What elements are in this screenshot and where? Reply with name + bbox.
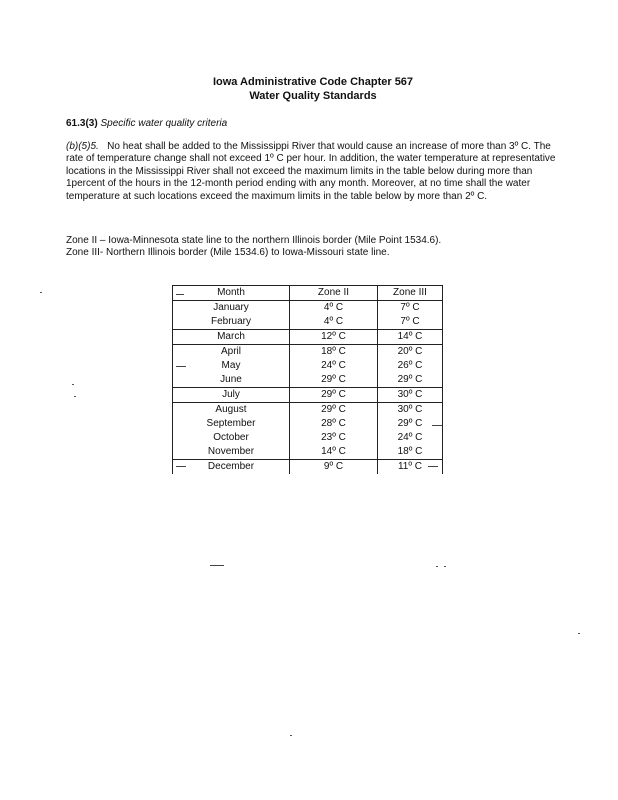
cell-month: March <box>173 330 290 345</box>
cell-zone-ii: 4º C <box>290 315 378 330</box>
cell-zone-iii: 14º C <box>378 330 443 345</box>
cell-month: November <box>173 445 290 460</box>
column-header-zone-ii: Zone II <box>290 286 378 301</box>
table-row <box>173 315 443 330</box>
cell-zone-ii: 18º C <box>290 345 378 360</box>
cell-zone-iii: 20º C <box>378 345 443 360</box>
paragraph-label: (b)(5)5. <box>66 141 99 152</box>
table-row <box>173 301 443 316</box>
cell-month: December <box>173 460 290 475</box>
cell-month: August <box>173 403 290 418</box>
scan-mark <box>176 466 186 467</box>
cell-zone-ii: 4º C <box>290 301 378 316</box>
cell-zone-ii: 29º C <box>290 388 378 403</box>
scan-mark <box>176 366 186 367</box>
table-row <box>173 373 443 388</box>
cell-zone-iii: 30º C <box>378 403 443 418</box>
cell-zone-iii: 30º C <box>378 388 443 403</box>
table-row <box>173 431 443 445</box>
temperature-limits-table <box>172 285 443 474</box>
table-row <box>173 445 443 460</box>
column-header-month: Month <box>173 286 290 301</box>
cell-zone-iii: 18º C <box>378 445 443 460</box>
scan-dot <box>74 396 76 397</box>
section-title: Specific water quality criteria <box>100 118 228 129</box>
paragraph-text: No heat shall be added to the Mississippi River that would cause an increase of more than 3º C. The rate of temperature change shall not exceed 1º C per hour. In addition, the water temperature at representative locations in the Mississippi River shall not exceed the maximum limits in the table below during more than 1percent of the hours in the 12-month period ending with any month. Moreover, at no time shall the water temperature at such locations exceed the maximum limits in the table below by more than 2º C. <box>66 141 556 202</box>
document-title: Iowa Administrative Code Chapter 567 <box>212 76 414 88</box>
table-header-row <box>173 286 443 301</box>
cell-zone-iii: 26º C <box>378 359 443 373</box>
scan-dot <box>72 384 74 385</box>
cell-month: May <box>173 359 290 373</box>
heat-criteria-paragraph <box>66 141 556 203</box>
cell-zone-iii: 7º C <box>378 301 443 316</box>
cell-month: April <box>173 345 290 360</box>
cell-zone-ii: 12º C <box>290 330 378 345</box>
cell-month: October <box>173 431 290 445</box>
cell-zone-ii: 24º C <box>290 359 378 373</box>
scan-dot <box>436 566 438 567</box>
cell-zone-ii: 29º C <box>290 403 378 418</box>
section-number: 61.3(3) <box>66 118 98 129</box>
table-row <box>173 388 443 403</box>
section-heading <box>66 118 227 129</box>
cell-month: June <box>173 373 290 388</box>
table-row <box>173 460 443 475</box>
table-row <box>173 417 443 431</box>
scan-mark <box>210 565 224 566</box>
scan-dot <box>578 633 580 634</box>
cell-zone-ii: 29º C <box>290 373 378 388</box>
scan-mark <box>428 466 438 467</box>
document-subtitle: Water Quality Standards <box>249 90 377 102</box>
scan-dot <box>290 735 292 736</box>
cell-zone-iii: 29º C <box>378 373 443 388</box>
table-row <box>173 345 443 360</box>
cell-zone-ii: 9º C <box>290 460 378 475</box>
table-row <box>173 359 443 373</box>
scan-dot <box>40 292 42 293</box>
scan-mark <box>176 294 184 295</box>
cell-month: February <box>173 315 290 330</box>
cell-zone-iii: 29º C <box>378 417 443 431</box>
cell-month: September <box>173 417 290 431</box>
cell-zone-iii: 11º C <box>378 460 443 475</box>
column-header-zone-iii: Zone III <box>378 286 443 301</box>
cell-month: July <box>173 388 290 403</box>
table-row <box>173 330 443 345</box>
cell-month: January <box>173 301 290 316</box>
scan-dot <box>444 566 446 567</box>
cell-zone-iii: 7º C <box>378 315 443 330</box>
scan-mark <box>432 425 442 426</box>
table-row <box>173 403 443 418</box>
zone-iii-description: Zone III- Northern Illinois border (Mile 1534.6) to Iowa-Missouri state line. <box>66 247 390 258</box>
cell-zone-ii: 23º C <box>290 431 378 445</box>
zone-ii-description: Zone II – Iowa-Minnesota state line to the northern Illinois border (Mile Point 1534.6). <box>66 235 442 246</box>
cell-zone-ii: 14º C <box>290 445 378 460</box>
cell-zone-iii: 24º C <box>378 431 443 445</box>
cell-zone-ii: 28º C <box>290 417 378 431</box>
